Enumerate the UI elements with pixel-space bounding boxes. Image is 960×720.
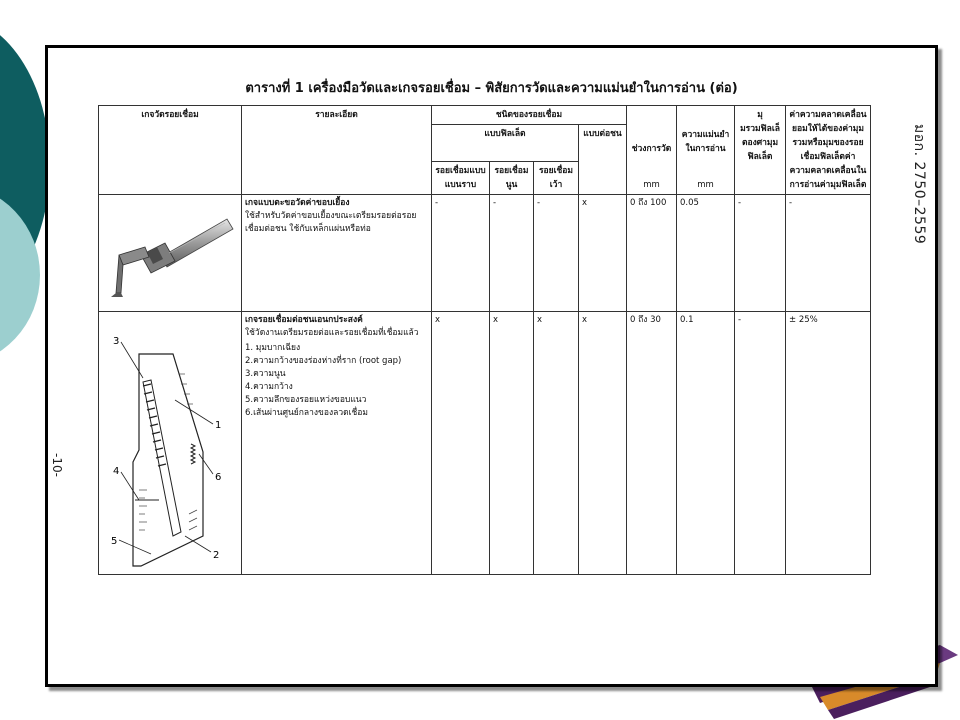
list-item: 3.ความนูน <box>245 369 286 379</box>
col-tolerance-header: ค่าความคลาดเคลื่อนยอมให้ได้ของค่ามุมรวมหรือมุมของรอยเชื่อมฟิลเล็ตค่าความคลาดเคลื่อนในการอ่านค่ามุมฟิลเล็ต <box>786 106 871 195</box>
list-item: 5.ความลึกของรอยแหว่งขอบแนว <box>245 395 367 405</box>
col-weld-type-header: ชนิดของรอยเชื่อม <box>432 106 627 125</box>
callout-4: 4 <box>113 466 120 477</box>
header-row-1 <box>99 106 871 125</box>
cell-flat-fillet: - <box>432 195 490 312</box>
callout-3: 3 <box>113 336 120 347</box>
callout-5: 5 <box>111 536 118 547</box>
gauge-table <box>98 105 871 575</box>
col-fillet-header: แบบฟิลเล็ต <box>432 125 579 162</box>
accuracy-unit: mm <box>697 180 714 190</box>
list-item: 2.ความกว้างของร่องห่างที่ราก (root gap) <box>245 356 402 366</box>
list-item: 1. มุมบากเฉียง <box>245 343 301 353</box>
multi-purpose-gauge-diagram <box>99 314 242 572</box>
cell-flat-fillet: x <box>432 312 490 575</box>
cell-range: 0 ถึง 30 <box>627 312 677 575</box>
cell-convex: x <box>490 312 534 575</box>
table-row <box>99 195 871 312</box>
cell-concave: - <box>534 195 579 312</box>
measurement-list <box>245 342 428 420</box>
callout-6: 6 <box>215 472 222 483</box>
cell-concave: x <box>534 312 579 575</box>
col-butt-header: แบบต่อชน <box>579 125 627 195</box>
standard-code: มอก. 2750–2559 <box>911 124 927 245</box>
cell-tolerance: ± 25% <box>786 312 871 575</box>
col-range-header <box>627 106 677 195</box>
cell-fillet-angle: - <box>735 195 786 312</box>
row-description: ใช้วัดงานเตรียมรอยต่อและรอยเชื่อมที่เชื่อมแล้ว <box>245 328 419 338</box>
cell-range: 0 ถึง 100 <box>627 195 677 312</box>
gauge-image-cell <box>99 312 242 575</box>
table-row <box>99 312 871 575</box>
cell-tolerance: - <box>786 195 871 312</box>
col-flat-fillet-header: รอยเชื่อมแบบแบนราบ <box>432 162 490 195</box>
col-fillet-angle-header: มุมรวมฟิลเล็ตองศามุมฟิลเล็ต <box>735 106 786 195</box>
cell-butt: x <box>579 312 627 575</box>
list-item: 6.เส้นผ่านศูนย์กลางของลวดเชื่อม <box>245 408 368 418</box>
row-title: เกจแบบตะขอวัดค่าขอบเยื้อง <box>245 198 350 208</box>
cell-fillet-angle: - <box>735 312 786 575</box>
col-detail-header: รายละเอียด <box>242 106 432 195</box>
row-title: เกจรอยเชื่อมต่อชนเอนกประสงค์ <box>245 315 363 325</box>
hook-gauge-image <box>99 197 242 309</box>
col-concave-header: รอยเชื่อมเว้า <box>534 162 579 195</box>
row-description: ใช้สำหรับวัดค่าขอบเยื้องขณะเตรียมรอยต่อรอยเชื่อมต่อชน ใช้กับเหล็กแผ่นหรือท่อ <box>245 211 417 234</box>
col-convex-header: รอยเชื่อมนูน <box>490 162 534 195</box>
slide-frame <box>45 45 938 687</box>
cell-accuracy: 0.05 <box>677 195 735 312</box>
row-detail <box>242 312 432 575</box>
table-title: ตารางที่ 1 เครื่องมือวัดและเกจรอยเชื่อม – พิสัยการวัดและความแม่นยำในการอ่าน (ต่อ) <box>245 81 738 96</box>
cell-convex: - <box>490 195 534 312</box>
callout-2: 2 <box>213 550 220 561</box>
gauge-image-cell <box>99 195 242 312</box>
cell-butt: x <box>579 195 627 312</box>
page-number: -10- <box>49 453 64 477</box>
accuracy-label: ความแม่นยำในการอ่าน <box>681 130 730 154</box>
callout-1: 1 <box>215 420 222 431</box>
row-detail <box>242 195 432 312</box>
col-gauge-header: เกจวัดรอยเชื่อม <box>99 106 242 195</box>
range-label: ช่วงการวัด <box>631 144 672 154</box>
col-accuracy-header <box>677 106 735 195</box>
range-unit: mm <box>643 180 660 190</box>
list-item: 4.ความกว้าง <box>245 382 293 392</box>
cell-accuracy: 0.1 <box>677 312 735 575</box>
